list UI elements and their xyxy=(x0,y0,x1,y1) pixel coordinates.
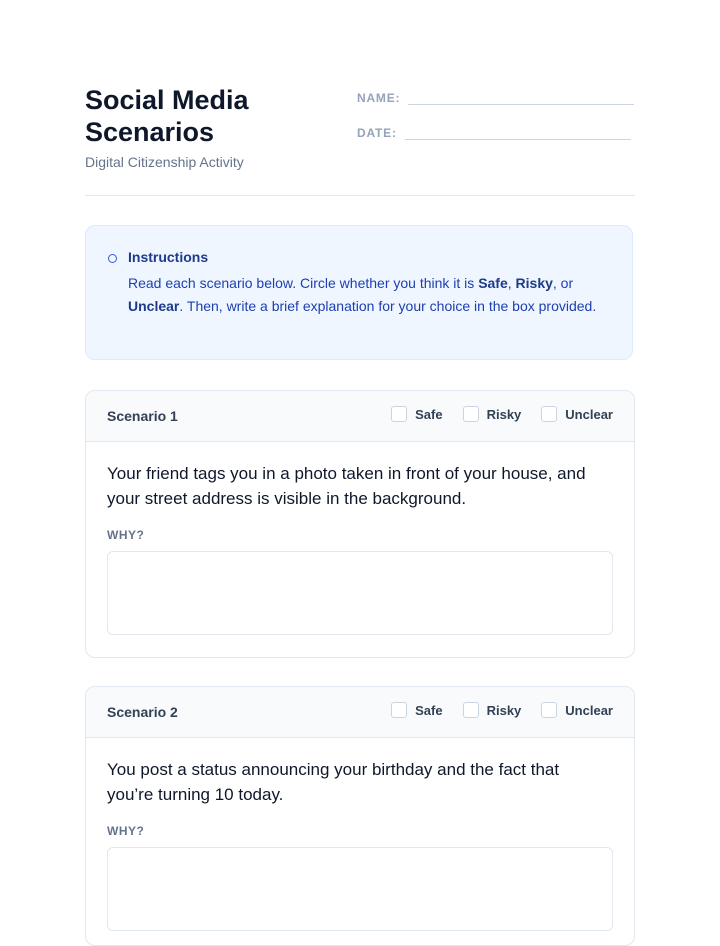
option-label: Safe xyxy=(415,406,443,422)
scenario-header xyxy=(86,391,634,442)
safe-checkbox[interactable] xyxy=(391,406,407,422)
instructions-safe: Safe xyxy=(478,275,508,291)
instructions-title: Instructions xyxy=(128,249,209,265)
name-label: NAME: xyxy=(357,91,401,105)
option-unclear[interactable] xyxy=(541,702,613,718)
why-textbox[interactable] xyxy=(107,551,613,635)
instructions-sep: , xyxy=(507,275,516,291)
option-safe[interactable] xyxy=(391,406,442,422)
info-icon xyxy=(108,254,117,263)
option-label: Safe xyxy=(415,702,443,718)
option-label: Unclear xyxy=(565,406,613,422)
option-label: Unclear xyxy=(565,702,613,718)
page-subtitle: Digital Citizenship Activity xyxy=(85,154,244,170)
date-label: DATE: xyxy=(357,126,397,140)
risky-checkbox[interactable] xyxy=(463,406,479,422)
instructions-risky: Risky xyxy=(515,275,553,291)
worksheet-page xyxy=(85,0,635,838)
date-field[interactable] xyxy=(357,123,631,140)
name-field[interactable] xyxy=(357,88,634,105)
scenario-options xyxy=(371,702,613,718)
name-line[interactable] xyxy=(408,88,634,105)
page-title: Social Media Scenarios xyxy=(85,85,249,147)
scenario-card xyxy=(85,686,635,946)
option-unclear[interactable] xyxy=(541,406,613,422)
option-safe[interactable] xyxy=(391,702,442,718)
scenario-label: Scenario 1 xyxy=(107,408,178,424)
date-line[interactable] xyxy=(405,123,631,140)
option-risky[interactable] xyxy=(463,406,522,422)
instructions-text xyxy=(128,272,608,318)
scenario-options xyxy=(371,406,613,422)
option-risky[interactable] xyxy=(463,702,522,718)
instructions-text-part: Read each scenario below. Circle whether you think it is xyxy=(128,275,479,291)
scenario-header xyxy=(86,687,634,738)
instructions-box xyxy=(85,225,633,360)
unclear-checkbox[interactable] xyxy=(541,702,557,718)
option-label: Risky xyxy=(486,702,522,718)
scenario-text: You post a status announcing your birthday and the fact that you’re turning 10 today. xyxy=(107,760,560,804)
scenario-label: Scenario 2 xyxy=(107,704,178,720)
safe-checkbox[interactable] xyxy=(391,702,407,718)
instructions-unclear: Unclear xyxy=(128,298,180,314)
scenario-card xyxy=(85,390,635,658)
worksheet-header xyxy=(85,0,635,196)
why-label: WHY? xyxy=(107,528,145,542)
why-label: WHY? xyxy=(107,824,145,838)
scenario-text: Your friend tags you in a photo taken in front of your house, and your street address is visible in the background. xyxy=(107,464,586,508)
option-label: Risky xyxy=(486,406,522,422)
instructions-text-part: . Then, write a brief explanation for your choice in the box provided. xyxy=(179,298,597,314)
unclear-checkbox[interactable] xyxy=(541,406,557,422)
risky-checkbox[interactable] xyxy=(463,702,479,718)
why-textbox[interactable] xyxy=(107,847,613,931)
instructions-sep: , or xyxy=(552,275,574,291)
